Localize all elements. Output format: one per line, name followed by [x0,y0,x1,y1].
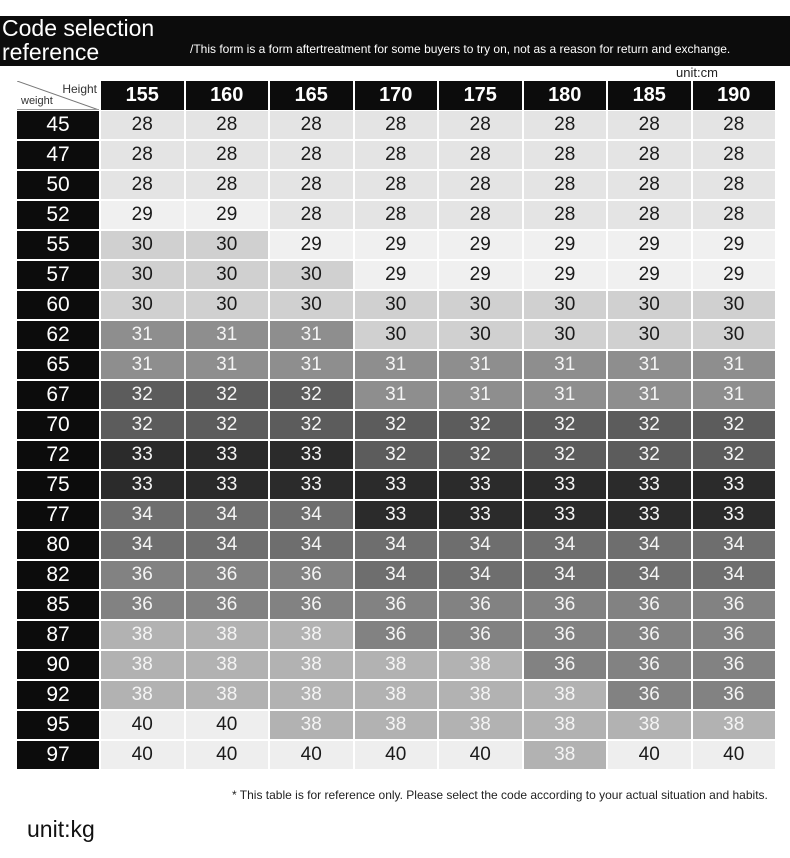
size-cell: 32 [186,381,269,411]
size-cell: 30 [608,321,691,351]
size-cell: 33 [608,501,691,531]
size-cell: 34 [608,531,691,561]
size-cell: 28 [355,111,438,141]
size-cell: 40 [439,741,522,771]
size-cell: 32 [608,411,691,441]
size-cell: 30 [186,261,269,291]
size-cell: 31 [524,351,607,381]
size-cell: 28 [355,171,438,201]
height-header-165: 165 [270,81,353,110]
unit-cm-label: unit:cm [676,65,718,80]
size-cell: 31 [608,381,691,411]
size-cell: 28 [693,171,776,201]
size-cell: 28 [608,201,691,231]
size-cell: 38 [524,681,607,711]
size-cell: 40 [608,741,691,771]
size-cell: 30 [101,261,184,291]
size-cell: 30 [101,231,184,261]
size-cell: 36 [524,651,607,681]
size-cell: 40 [270,741,353,771]
corner-height-label: Height [62,82,97,96]
weight-header-55: 55 [17,231,99,261]
size-cell: 30 [524,291,607,321]
size-cell: 38 [270,651,353,681]
size-cell: 34 [186,531,269,561]
size-cell: 30 [355,321,438,351]
page-title: Code selection reference [2,15,155,65]
size-cell: 38 [101,681,184,711]
size-cell: 28 [608,111,691,141]
size-cell: 36 [693,651,776,681]
header-note: /This form is a form aftertreatment for some buyers to try on, not as a reason for return and exchange. [190,42,731,56]
size-cell: 32 [186,411,269,441]
size-cell: 34 [101,501,184,531]
size-cell: 31 [186,351,269,381]
size-cell: 29 [101,201,184,231]
size-cell: 36 [186,591,269,621]
size-cell: 28 [355,201,438,231]
size-cell: 34 [355,561,438,591]
size-cell: 36 [270,561,353,591]
size-cell: 38 [355,651,438,681]
weight-header-60: 60 [17,291,99,321]
size-cell: 33 [524,471,607,501]
weight-header-92: 92 [17,681,99,711]
size-cell: 29 [608,231,691,261]
size-cell: 30 [524,321,607,351]
size-cell: 34 [608,561,691,591]
size-cell: 32 [355,411,438,441]
unit-kg-label: unit:kg [27,816,95,842]
size-cell: 33 [101,441,184,471]
size-cell: 33 [524,501,607,531]
size-cell: 29 [355,261,438,291]
size-cell: 34 [693,561,776,591]
size-cell: 28 [270,201,353,231]
weight-header-77: 77 [17,501,99,531]
size-cell: 28 [101,111,184,141]
size-cell: 36 [608,621,691,651]
size-cell: 30 [693,291,776,321]
size-cell: 28 [186,171,269,201]
weight-header-80: 80 [17,531,99,561]
size-cell: 32 [270,411,353,441]
size-cell: 30 [355,291,438,321]
size-cell: 31 [693,351,776,381]
size-cell: 30 [186,291,269,321]
size-cell: 38 [270,681,353,711]
weight-header-47: 47 [17,141,99,171]
size-cell: 28 [608,171,691,201]
size-cell: 32 [524,441,607,471]
weight-header-90: 90 [17,651,99,681]
weight-header-95: 95 [17,711,99,741]
footnote: * This table is for reference only. Please select the code according to your actual situation and habits. [232,788,768,802]
size-cell: 33 [608,471,691,501]
size-cell: 38 [101,651,184,681]
size-cell: 33 [270,441,353,471]
size-cell: 32 [355,441,438,471]
size-cell: 30 [270,291,353,321]
size-cell: 32 [693,411,776,441]
size-cell: 28 [524,111,607,141]
size-cell: 38 [439,681,522,711]
size-cell: 36 [608,681,691,711]
size-cell: 28 [693,141,776,171]
weight-header-57: 57 [17,261,99,291]
size-cell: 32 [693,441,776,471]
size-cell: 34 [439,531,522,561]
weight-header-75: 75 [17,471,99,501]
size-cell: 33 [186,441,269,471]
weight-header-82: 82 [17,561,99,591]
size-cell: 38 [355,681,438,711]
size-cell: 29 [186,201,269,231]
size-cell: 38 [439,711,522,741]
size-cell: 28 [524,141,607,171]
size-cell: 31 [439,351,522,381]
weight-header-50: 50 [17,171,99,201]
weight-header-70: 70 [17,411,99,441]
height-header-180: 180 [524,81,607,110]
height-header-190: 190 [693,81,776,110]
size-cell: 32 [101,381,184,411]
height-header-175: 175 [439,81,522,110]
size-cell: 29 [693,261,776,291]
size-cell: 28 [693,201,776,231]
size-cell: 28 [270,171,353,201]
height-header-160: 160 [186,81,269,110]
size-cell: 30 [693,321,776,351]
size-cell: 34 [439,561,522,591]
size-cell: 32 [439,411,522,441]
size-cell: 36 [101,561,184,591]
size-cell: 28 [524,201,607,231]
size-cell: 38 [439,651,522,681]
size-cell: 34 [101,531,184,561]
size-cell: 31 [524,381,607,411]
size-cell: 36 [693,681,776,711]
size-cell: 28 [608,141,691,171]
size-cell: 30 [608,291,691,321]
size-cell: 38 [524,741,607,771]
size-cell: 33 [101,471,184,501]
size-cell: 29 [524,261,607,291]
size-cell: 30 [270,261,353,291]
size-cell: 34 [524,561,607,591]
size-cell: 38 [608,711,691,741]
size-cell: 28 [186,111,269,141]
size-cell: 31 [101,351,184,381]
size-cell: 40 [693,741,776,771]
size-cell: 29 [270,231,353,261]
size-cell: 28 [693,111,776,141]
size-cell: 31 [355,351,438,381]
size-cell: 28 [355,141,438,171]
size-cell: 28 [439,201,522,231]
size-cell: 40 [101,741,184,771]
size-cell: 40 [355,741,438,771]
size-cell: 29 [524,231,607,261]
size-cell: 34 [270,501,353,531]
size-cell: 33 [439,501,522,531]
height-header-155: 155 [101,81,184,110]
size-cell: 40 [186,741,269,771]
weight-header-97: 97 [17,741,99,771]
size-cell: 36 [355,621,438,651]
weight-header-45: 45 [17,111,99,141]
weight-header-67: 67 [17,381,99,411]
size-cell: 38 [355,711,438,741]
size-cell: 29 [439,231,522,261]
size-cell: 38 [524,711,607,741]
size-cell: 36 [439,591,522,621]
size-cell: 29 [693,231,776,261]
size-cell: 28 [270,111,353,141]
size-cell: 38 [186,651,269,681]
size-cell: 31 [693,381,776,411]
size-cell: 28 [439,171,522,201]
corner-weight-label: weight [21,95,53,107]
size-cell: 29 [608,261,691,291]
size-cell: 34 [186,501,269,531]
size-cell: 30 [186,231,269,261]
size-cell: 36 [524,591,607,621]
size-cell: 38 [101,621,184,651]
size-cell: 38 [186,621,269,651]
size-cell: 36 [101,591,184,621]
size-cell: 33 [186,471,269,501]
weight-header-65: 65 [17,351,99,381]
size-cell: 30 [101,291,184,321]
size-cell: 30 [439,291,522,321]
size-cell: 32 [524,411,607,441]
size-cell: 33 [693,501,776,531]
size-cell: 32 [608,441,691,471]
size-cell: 28 [101,171,184,201]
size-cell: 33 [693,471,776,501]
size-cell: 34 [693,531,776,561]
size-cell: 38 [270,711,353,741]
size-cell: 36 [693,621,776,651]
size-cell: 32 [439,441,522,471]
size-cell: 40 [186,711,269,741]
size-cell: 31 [270,351,353,381]
weight-header-85: 85 [17,591,99,621]
size-cell: 36 [608,651,691,681]
size-cell: 28 [439,141,522,171]
size-cell: 33 [355,501,438,531]
size-cell: 31 [608,351,691,381]
size-cell: 36 [608,591,691,621]
size-cell: 31 [270,321,353,351]
size-cell: 36 [524,621,607,651]
size-cell: 36 [693,591,776,621]
size-cell: 40 [101,711,184,741]
size-cell: 38 [693,711,776,741]
weight-header-72: 72 [17,441,99,471]
size-cell: 36 [186,561,269,591]
size-cell: 34 [270,531,353,561]
size-cell: 28 [524,171,607,201]
size-cell: 34 [524,531,607,561]
size-cell: 31 [355,381,438,411]
height-header-185: 185 [608,81,691,110]
size-cell: 29 [355,231,438,261]
size-table [17,81,775,771]
weight-header-62: 62 [17,321,99,351]
size-cell: 36 [270,591,353,621]
size-cell: 38 [186,681,269,711]
size-cell: 31 [439,381,522,411]
size-cell: 28 [270,141,353,171]
size-cell: 28 [186,141,269,171]
weight-header-52: 52 [17,201,99,231]
size-cell: 30 [439,321,522,351]
size-cell: 32 [101,411,184,441]
size-cell: 28 [439,111,522,141]
size-cell: 33 [270,471,353,501]
size-cell: 31 [101,321,184,351]
height-header-170: 170 [355,81,438,110]
size-cell: 34 [355,531,438,561]
size-cell: 33 [439,471,522,501]
size-cell: 29 [439,261,522,291]
size-cell: 32 [270,381,353,411]
weight-header-87: 87 [17,621,99,651]
size-cell: 28 [101,141,184,171]
size-cell: 31 [186,321,269,351]
size-cell: 33 [355,471,438,501]
header-bar [0,16,790,66]
size-cell: 36 [355,591,438,621]
size-cell: 36 [439,621,522,651]
corner-header-cell [17,81,99,110]
size-cell: 38 [270,621,353,651]
